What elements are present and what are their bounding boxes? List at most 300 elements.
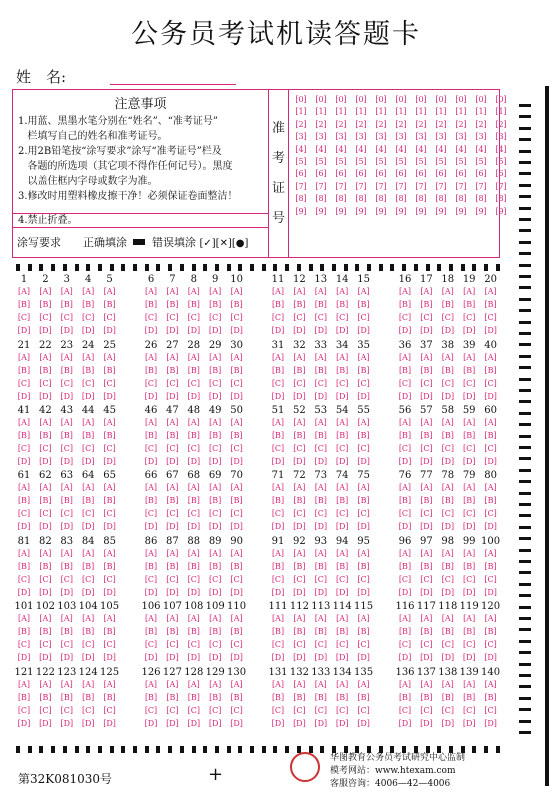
answer-bubble[interactable]: [C] (357, 706, 370, 715)
answer-bubble[interactable]: [B] (166, 431, 179, 440)
answer-bubble[interactable]: [B] (293, 627, 306, 636)
exam-digit-bubble[interactable]: [1] (455, 107, 467, 117)
answer-bubble[interactable]: [A] (144, 287, 158, 296)
exam-digit-bubble[interactable]: [4] (395, 144, 407, 154)
answer-bubble[interactable]: [A] (484, 418, 497, 427)
answer-bubble[interactable]: [A] (293, 353, 306, 362)
exam-digit-bubble[interactable]: [1] (435, 107, 447, 117)
answer-bubble[interactable]: [D] (314, 522, 328, 531)
exam-digit-bubble[interactable]: [0] (395, 95, 407, 104)
answer-bubble[interactable]: [D] (144, 653, 158, 662)
answer-bubble[interactable]: [D] (230, 326, 243, 335)
exam-digit-bubble[interactable]: [3] (395, 132, 407, 142)
exam-digit-bubble[interactable]: [5] (475, 156, 487, 166)
answer-bubble[interactable]: [B] (166, 627, 179, 636)
exam-digit-bubble[interactable]: [9] (375, 206, 387, 216)
answer-bubble[interactable]: [A] (60, 549, 73, 558)
answer-bubble[interactable]: [D] (39, 522, 52, 531)
answer-bubble[interactable]: [D] (441, 326, 455, 335)
exam-digit-bubble[interactable]: [2] (495, 119, 507, 129)
answer-bubble[interactable]: [C] (17, 706, 31, 715)
exam-digit-bubble[interactable]: [1] (495, 107, 507, 117)
answer-bubble[interactable]: [C] (357, 640, 370, 649)
answer-bubble[interactable]: [C] (463, 313, 476, 322)
answer-bubble[interactable]: [D] (484, 719, 497, 728)
answer-bubble[interactable]: [D] (484, 392, 497, 401)
exam-digit-bubble[interactable]: [6] (495, 169, 507, 179)
answer-bubble[interactable]: [C] (293, 313, 306, 322)
answer-bubble[interactable]: [A] (187, 680, 200, 689)
answer-bubble[interactable]: [D] (357, 457, 370, 466)
answer-bubble[interactable]: [C] (82, 509, 95, 518)
answer-bubble[interactable]: [A] (209, 287, 222, 296)
exam-digit-bubble[interactable]: [2] (335, 119, 347, 129)
exam-digit-bubble[interactable]: [4] (455, 144, 467, 154)
answer-bubble[interactable]: [C] (82, 706, 95, 715)
answer-bubble[interactable]: [A] (441, 353, 454, 362)
answer-bubble[interactable]: [C] (336, 509, 349, 518)
answer-bubble[interactable]: [B] (314, 562, 327, 571)
answer-bubble[interactable]: [D] (166, 719, 179, 728)
answer-bubble[interactable]: [B] (336, 693, 349, 702)
answer-bubble[interactable]: [A] (17, 353, 31, 362)
answer-bubble[interactable]: [B] (398, 562, 412, 571)
answer-bubble[interactable]: [A] (484, 549, 497, 558)
answer-bubble[interactable]: [B] (420, 693, 433, 702)
answer-bubble[interactable]: [D] (17, 326, 31, 335)
answer-bubble[interactable]: [A] (336, 353, 349, 362)
answer-bubble[interactable]: [B] (103, 562, 116, 571)
answer-bubble[interactable]: [C] (17, 444, 31, 453)
answer-bubble[interactable]: [D] (314, 392, 328, 401)
answer-bubble[interactable]: [B] (398, 431, 412, 440)
answer-bubble[interactable]: [A] (230, 287, 243, 296)
answer-bubble[interactable]: [A] (463, 418, 476, 427)
answer-bubble[interactable]: [A] (39, 549, 52, 558)
answer-bubble[interactable]: [B] (82, 300, 95, 309)
answer-bubble[interactable]: [C] (441, 379, 454, 388)
answer-bubble[interactable]: [B] (17, 562, 31, 571)
answer-bubble[interactable]: [D] (293, 653, 306, 662)
answer-bubble[interactable]: [D] (17, 392, 31, 401)
answer-bubble[interactable]: [D] (230, 457, 243, 466)
answer-bubble[interactable]: [C] (17, 575, 31, 584)
answer-bubble[interactable]: [B] (484, 562, 497, 571)
answer-bubble[interactable]: [D] (357, 653, 370, 662)
answer-bubble[interactable]: [D] (39, 326, 52, 335)
answer-bubble[interactable]: [A] (336, 418, 349, 427)
answer-bubble[interactable]: [A] (39, 680, 52, 689)
answer-bubble[interactable]: [C] (420, 509, 433, 518)
answer-bubble[interactable]: [D] (187, 653, 201, 662)
exam-digit-bubble[interactable]: [0] (355, 95, 367, 104)
answer-bubble[interactable]: [B] (336, 431, 349, 440)
answer-bubble[interactable]: [D] (335, 326, 349, 335)
answer-bubble[interactable]: [A] (39, 353, 52, 362)
exam-digit-bubble[interactable]: [7] (295, 181, 307, 191)
answer-bubble[interactable]: [B] (39, 693, 52, 702)
exam-digit-bubble[interactable]: [0] (335, 95, 347, 104)
answer-bubble[interactable]: [A] (103, 418, 116, 427)
answer-bubble[interactable]: [C] (463, 706, 476, 715)
answer-bubble[interactable]: [B] (271, 496, 285, 505)
exam-digit-bubble[interactable]: [5] (355, 156, 367, 166)
answer-bubble[interactable]: [A] (166, 549, 179, 558)
answer-bubble[interactable]: [C] (187, 379, 200, 388)
answer-bubble[interactable]: [B] (271, 366, 285, 375)
answer-bubble[interactable]: [B] (271, 562, 285, 571)
answer-bubble[interactable]: [B] (230, 627, 243, 636)
answer-bubble[interactable]: [B] (293, 496, 306, 505)
answer-bubble[interactable]: [C] (484, 706, 497, 715)
answer-bubble[interactable]: [A] (314, 614, 327, 623)
answer-bubble[interactable]: [B] (336, 300, 349, 309)
answer-bubble[interactable]: [D] (335, 392, 349, 401)
answer-bubble[interactable]: [C] (209, 444, 222, 453)
answer-bubble[interactable]: [D] (335, 457, 349, 466)
answer-bubble[interactable]: [A] (60, 418, 73, 427)
exam-digit-bubble[interactable]: [5] (415, 156, 427, 166)
answer-bubble[interactable]: [C] (82, 640, 95, 649)
answer-bubble[interactable]: [D] (103, 588, 116, 597)
exam-digit-bubble[interactable]: [9] (395, 206, 407, 216)
answer-bubble[interactable]: [A] (82, 287, 95, 296)
answer-bubble[interactable]: [D] (103, 326, 116, 335)
answer-bubble[interactable]: [D] (187, 457, 201, 466)
answer-bubble[interactable]: [C] (271, 640, 285, 649)
answer-bubble[interactable]: [C] (484, 575, 497, 584)
answer-bubble[interactable]: [C] (17, 379, 31, 388)
answer-bubble[interactable]: [A] (420, 680, 433, 689)
answer-bubble[interactable]: [C] (463, 509, 476, 518)
answer-bubble[interactable]: [B] (209, 496, 222, 505)
answer-bubble[interactable]: [D] (484, 588, 497, 597)
answer-bubble[interactable]: [D] (208, 719, 222, 728)
answer-bubble[interactable]: [D] (60, 326, 74, 335)
answer-bubble[interactable]: [C] (293, 379, 306, 388)
answer-bubble[interactable]: [A] (230, 483, 243, 492)
answer-bubble[interactable]: [B] (484, 300, 497, 309)
exam-digit-bubble[interactable]: [1] (415, 107, 427, 117)
answer-bubble[interactable]: [D] (208, 457, 222, 466)
answer-bubble[interactable]: [B] (336, 562, 349, 571)
answer-bubble[interactable]: [A] (398, 287, 412, 296)
answer-bubble[interactable]: [B] (357, 627, 370, 636)
answer-bubble[interactable]: [B] (144, 496, 158, 505)
answer-bubble[interactable]: [B] (441, 627, 454, 636)
answer-bubble[interactable]: [B] (144, 627, 158, 636)
answer-bubble[interactable]: [A] (336, 287, 349, 296)
exam-digit-bubble[interactable]: [1] (395, 107, 407, 117)
answer-bubble[interactable]: [B] (60, 562, 73, 571)
answer-bubble[interactable]: [D] (17, 588, 31, 597)
answer-bubble[interactable]: [C] (103, 509, 116, 518)
answer-bubble[interactable]: [C] (103, 640, 116, 649)
answer-bubble[interactable]: [D] (60, 392, 74, 401)
answer-bubble[interactable]: [A] (230, 614, 243, 623)
answer-bubble[interactable]: [D] (208, 522, 222, 531)
answer-bubble[interactable]: [B] (398, 300, 412, 309)
answer-bubble[interactable]: [B] (484, 431, 497, 440)
answer-bubble[interactable]: [C] (144, 313, 158, 322)
answer-bubble[interactable]: [A] (314, 549, 327, 558)
answer-bubble[interactable]: [B] (314, 431, 327, 440)
answer-bubble[interactable]: [A] (463, 680, 476, 689)
answer-bubble[interactable]: [C] (209, 640, 222, 649)
answer-bubble[interactable]: [B] (144, 562, 158, 571)
answer-bubble[interactable]: [A] (463, 483, 476, 492)
answer-bubble[interactable]: [A] (271, 680, 285, 689)
exam-digit-bubble[interactable]: [5] (395, 156, 407, 166)
answer-bubble[interactable]: [D] (293, 326, 306, 335)
exam-digit-bubble[interactable]: [8] (455, 194, 467, 204)
answer-bubble[interactable]: [C] (60, 706, 73, 715)
answer-bubble[interactable]: [C] (144, 575, 158, 584)
answer-bubble[interactable]: [A] (314, 353, 327, 362)
answer-bubble[interactable]: [D] (81, 719, 95, 728)
answer-bubble[interactable]: [A] (166, 287, 179, 296)
answer-bubble[interactable]: [B] (420, 431, 433, 440)
exam-digit-bubble[interactable]: [0] (475, 95, 487, 104)
answer-bubble[interactable]: [B] (60, 431, 73, 440)
answer-bubble[interactable]: [B] (39, 627, 52, 636)
answer-bubble[interactable]: [D] (208, 653, 222, 662)
answer-bubble[interactable]: [A] (144, 483, 158, 492)
answer-bubble[interactable]: [A] (209, 483, 222, 492)
answer-bubble[interactable]: [B] (420, 300, 433, 309)
exam-digit-bubble[interactable]: [1] (355, 107, 367, 117)
answer-bubble[interactable]: [C] (314, 379, 327, 388)
answer-bubble[interactable]: [B] (17, 693, 31, 702)
answer-bubble[interactable]: [B] (144, 366, 158, 375)
answer-bubble[interactable]: [B] (60, 627, 73, 636)
answer-bubble[interactable]: [B] (187, 693, 200, 702)
answer-bubble[interactable]: [D] (230, 653, 243, 662)
answer-bubble[interactable]: [B] (398, 693, 412, 702)
exam-digit-bubble[interactable]: [8] (475, 194, 487, 204)
exam-digit-bubble[interactable]: [9] (475, 206, 487, 216)
answer-bubble[interactable]: [D] (271, 588, 285, 597)
answer-bubble[interactable]: [B] (166, 693, 179, 702)
answer-bubble[interactable]: [A] (82, 680, 95, 689)
answer-bubble[interactable]: [C] (166, 509, 179, 518)
answer-bubble[interactable]: [A] (441, 483, 454, 492)
answer-bubble[interactable]: [C] (144, 379, 158, 388)
answer-bubble[interactable]: [A] (398, 549, 412, 558)
answer-bubble[interactable]: [B] (441, 496, 454, 505)
answer-bubble[interactable]: [D] (60, 522, 74, 531)
answer-bubble[interactable]: [D] (357, 719, 370, 728)
answer-bubble[interactable]: [A] (166, 483, 179, 492)
answer-bubble[interactable]: [C] (336, 706, 349, 715)
answer-bubble[interactable]: [A] (420, 614, 433, 623)
answer-bubble[interactable]: [C] (441, 575, 454, 584)
answer-bubble[interactable]: [A] (271, 287, 285, 296)
exam-digit-bubble[interactable]: [1] (475, 107, 487, 117)
answer-bubble[interactable]: [C] (441, 313, 454, 322)
answer-bubble[interactable]: [B] (82, 562, 95, 571)
answer-bubble[interactable]: [A] (82, 483, 95, 492)
answer-bubble[interactable]: [B] (398, 496, 412, 505)
exam-digit-bubble[interactable]: [0] (435, 95, 447, 104)
answer-bubble[interactable]: [D] (441, 653, 455, 662)
answer-bubble[interactable]: [B] (103, 693, 116, 702)
answer-bubble[interactable]: [B] (103, 300, 116, 309)
answer-bubble[interactable]: [D] (357, 588, 370, 597)
answer-bubble[interactable]: [B] (230, 300, 243, 309)
exam-digit-bubble[interactable]: [7] (395, 181, 407, 191)
answer-bubble[interactable]: [A] (398, 680, 412, 689)
answer-bubble[interactable]: [B] (293, 300, 306, 309)
answer-bubble[interactable]: [A] (293, 614, 306, 623)
answer-bubble[interactable]: [A] (484, 614, 497, 623)
answer-bubble[interactable]: [B] (82, 366, 95, 375)
answer-bubble[interactable]: [D] (398, 457, 412, 466)
answer-bubble[interactable]: [B] (484, 366, 497, 375)
answer-bubble[interactable]: [B] (209, 300, 222, 309)
answer-bubble[interactable]: [C] (230, 379, 243, 388)
exam-digit-bubble[interactable]: [0] (295, 95, 307, 104)
answer-bubble[interactable]: [B] (357, 431, 370, 440)
answer-bubble[interactable]: [B] (314, 300, 327, 309)
answer-bubble[interactable]: [C] (420, 444, 433, 453)
exam-digit-bubble[interactable]: [3] (475, 132, 487, 142)
answer-bubble[interactable]: [B] (103, 496, 116, 505)
answer-bubble[interactable]: [A] (60, 483, 73, 492)
answer-bubble[interactable]: [A] (357, 549, 370, 558)
answer-bubble[interactable]: [D] (208, 326, 222, 335)
answer-bubble[interactable]: [D] (314, 588, 328, 597)
answer-bubble[interactable]: [C] (187, 706, 200, 715)
answer-bubble[interactable]: [D] (39, 653, 52, 662)
exam-digit-bubble[interactable]: [4] (355, 144, 367, 154)
answer-bubble[interactable]: [C] (357, 444, 370, 453)
exam-digit-bubble[interactable]: [8] (315, 194, 327, 204)
answer-bubble[interactable]: [A] (17, 614, 31, 623)
answer-bubble[interactable]: [C] (314, 640, 327, 649)
answer-bubble[interactable]: [B] (441, 431, 454, 440)
answer-bubble[interactable]: [A] (17, 680, 31, 689)
answer-bubble[interactable]: [B] (398, 627, 412, 636)
answer-bubble[interactable]: [D] (357, 522, 370, 531)
answer-bubble[interactable]: [D] (271, 719, 285, 728)
answer-bubble[interactable]: [C] (82, 575, 95, 584)
answer-bubble[interactable]: [B] (463, 366, 476, 375)
answer-bubble[interactable]: [D] (230, 588, 243, 597)
answer-bubble[interactable]: [C] (60, 509, 73, 518)
answer-bubble[interactable]: [C] (82, 313, 95, 322)
exam-digit-bubble[interactable]: [8] (375, 194, 387, 204)
answer-bubble[interactable]: [D] (271, 522, 285, 531)
answer-bubble[interactable]: [A] (209, 549, 222, 558)
exam-digit-bubble[interactable]: [7] (355, 181, 367, 191)
answer-bubble[interactable]: [A] (209, 680, 222, 689)
answer-bubble[interactable]: [B] (271, 431, 285, 440)
answer-bubble[interactable]: [B] (314, 496, 327, 505)
answer-bubble[interactable]: [D] (144, 392, 158, 401)
answer-bubble[interactable]: [B] (484, 693, 497, 702)
exam-digit-bubble[interactable]: [9] (295, 206, 307, 216)
answer-bubble[interactable]: [C] (60, 575, 73, 584)
answer-bubble[interactable]: [D] (144, 457, 158, 466)
answer-bubble[interactable]: [C] (39, 509, 52, 518)
answer-bubble[interactable]: [A] (166, 680, 179, 689)
answer-bubble[interactable]: [C] (230, 640, 243, 649)
answer-bubble[interactable]: [B] (166, 366, 179, 375)
exam-digit-bubble[interactable]: [9] (335, 206, 347, 216)
answer-bubble[interactable]: [B] (60, 496, 73, 505)
answer-bubble[interactable]: [D] (335, 653, 349, 662)
answer-bubble[interactable]: [C] (484, 444, 497, 453)
answer-bubble[interactable]: [B] (271, 627, 285, 636)
answer-bubble[interactable]: [A] (271, 353, 285, 362)
answer-bubble[interactable]: [C] (463, 575, 476, 584)
answer-bubble[interactable]: [B] (484, 627, 497, 636)
answer-bubble[interactable]: [D] (144, 588, 158, 597)
exam-digit-bubble[interactable]: [8] (395, 194, 407, 204)
answer-bubble[interactable]: [D] (398, 588, 412, 597)
answer-bubble[interactable]: [D] (81, 326, 95, 335)
answer-bubble[interactable]: [C] (60, 640, 73, 649)
answer-bubble[interactable]: [C] (39, 379, 52, 388)
answer-bubble[interactable]: [D] (462, 392, 476, 401)
answer-bubble[interactable]: [A] (60, 680, 73, 689)
answer-bubble[interactable]: [C] (187, 509, 200, 518)
answer-bubble[interactable]: [A] (230, 418, 243, 427)
answer-bubble[interactable]: [B] (230, 366, 243, 375)
answer-bubble[interactable]: [B] (60, 300, 73, 309)
answer-bubble[interactable]: [A] (17, 287, 31, 296)
answer-bubble[interactable]: [D] (335, 588, 349, 597)
answer-bubble[interactable]: [A] (166, 353, 179, 362)
answer-bubble[interactable]: [C] (187, 640, 200, 649)
answer-bubble[interactable]: [B] (39, 431, 52, 440)
answer-bubble[interactable]: [C] (314, 706, 327, 715)
answer-bubble[interactable]: [C] (39, 706, 52, 715)
answer-bubble[interactable]: [C] (293, 640, 306, 649)
answer-bubble[interactable]: [C] (187, 575, 200, 584)
exam-digit-bubble[interactable]: [0] (375, 95, 387, 104)
answer-bubble[interactable]: [D] (39, 457, 52, 466)
answer-bubble[interactable]: [B] (463, 431, 476, 440)
exam-digit-bubble[interactable]: [8] (335, 194, 347, 204)
answer-bubble[interactable]: [D] (484, 326, 497, 335)
answer-bubble[interactable]: [B] (209, 431, 222, 440)
answer-bubble[interactable]: [B] (357, 366, 370, 375)
answer-bubble[interactable]: [D] (103, 392, 116, 401)
exam-digit-bubble[interactable]: [7] (415, 181, 427, 191)
answer-bubble[interactable]: [B] (463, 496, 476, 505)
answer-bubble[interactable]: [A] (420, 483, 433, 492)
answer-bubble[interactable]: [C] (17, 313, 31, 322)
answer-bubble[interactable]: [B] (17, 627, 31, 636)
exam-digit-bubble[interactable]: [9] (495, 206, 507, 216)
answer-bubble[interactable]: [C] (314, 509, 327, 518)
answer-bubble[interactable]: [A] (293, 680, 306, 689)
answer-bubble[interactable]: [B] (187, 366, 200, 375)
answer-bubble[interactable]: [C] (230, 509, 243, 518)
answer-bubble[interactable]: [B] (463, 300, 476, 309)
answer-bubble[interactable]: [A] (17, 418, 31, 427)
answer-bubble[interactable]: [D] (271, 326, 285, 335)
exam-digit-bubble[interactable]: [6] (375, 169, 387, 179)
answer-bubble[interactable]: [C] (82, 379, 95, 388)
answer-bubble[interactable]: [D] (230, 392, 243, 401)
answer-bubble[interactable]: [A] (398, 418, 412, 427)
answer-bubble[interactable]: [C] (463, 379, 476, 388)
answer-bubble[interactable]: [B] (336, 627, 349, 636)
answer-bubble[interactable]: [B] (166, 496, 179, 505)
